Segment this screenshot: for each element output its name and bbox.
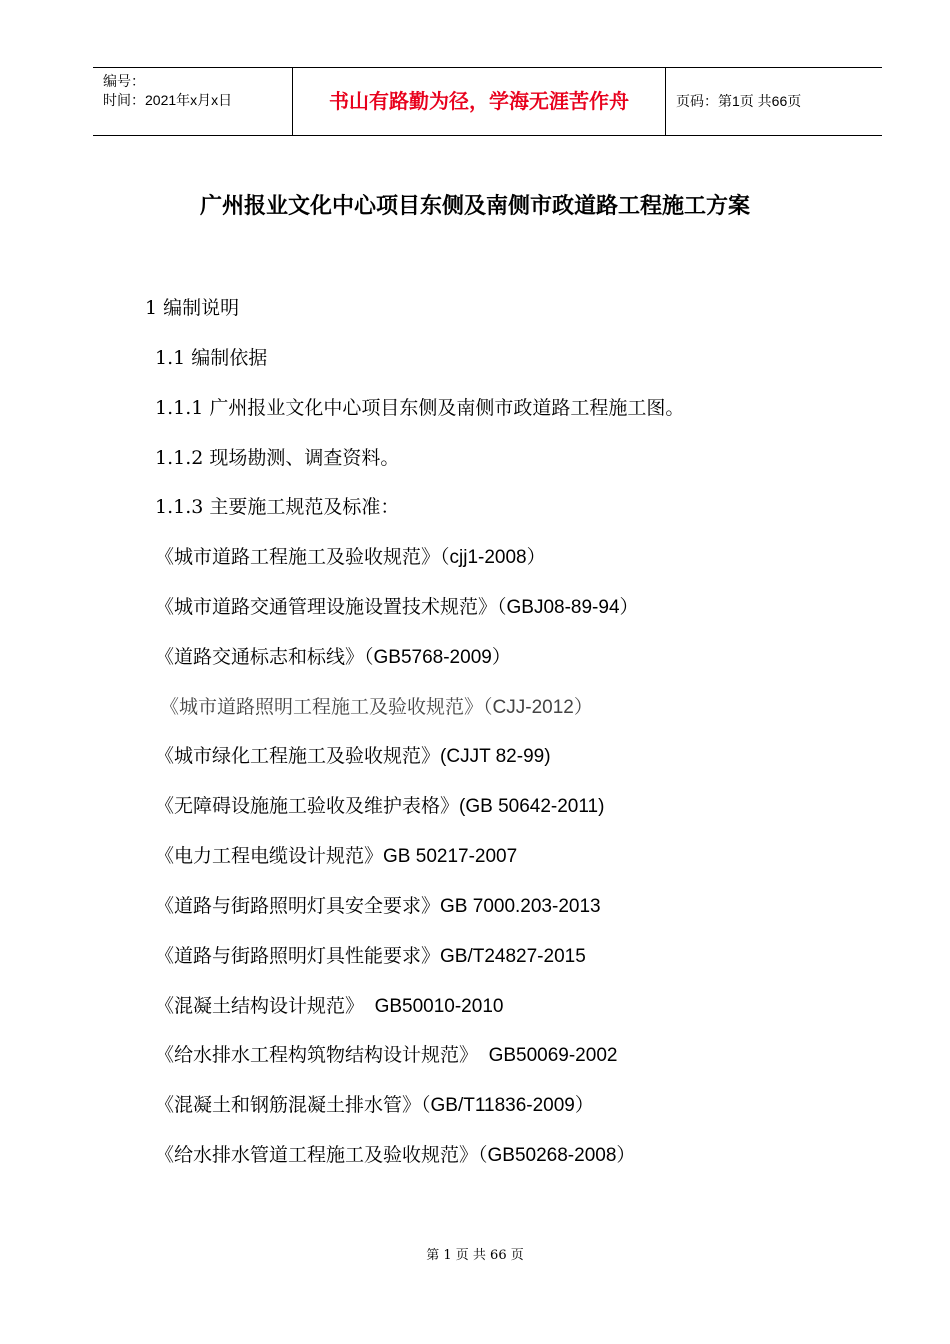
standard-item [155, 544, 546, 571]
section-item-1-1-1: 1.1.1 广州报业文化中心项目东侧及南侧市政道路工程施工图。 [155, 397, 685, 419]
standard-name: 《混凝土和钢筋混凝土排水管》 [155, 1094, 422, 1116]
standard-name: 《电力工程电缆设计规范》 [155, 845, 384, 867]
standard-item [155, 893, 601, 920]
standard-item [155, 1142, 635, 1169]
standard-name: 《给水排水工程构筑物结构设计规范》 [155, 1044, 479, 1066]
standard-code: (CJJT 82-99) [440, 746, 551, 767]
standard-code: （GB5768-2009） [364, 647, 511, 668]
standard-name: 《无障碍设施施工验收及维护表格》 [155, 795, 460, 817]
section-heading-1: 1 编制说明 [145, 297, 240, 319]
standard-item [155, 1092, 594, 1119]
page-footer: 第 1 页 共 66 页 [426, 1248, 524, 1263]
standard-code: （CJJ-2012） [483, 697, 593, 718]
header-page-info: 页码：第1页 共66页 [676, 93, 802, 109]
standard-code: GB 50217-2007 [383, 846, 518, 867]
standard-item [155, 644, 511, 671]
standard-code: （GB50268-2008） [478, 1145, 636, 1166]
standard-code: （cjj1-2008） [440, 547, 546, 568]
standard-item [155, 943, 586, 970]
section-item-1-1-3: 1.1.3 主要施工规范及标准： [155, 496, 400, 518]
standard-item [155, 594, 639, 621]
header-meta [93, 68, 293, 135]
standard-item [155, 1042, 617, 1069]
standard-item [160, 694, 593, 721]
standard-code: GB/T24827-2015 [440, 946, 586, 967]
document-title: 广州报业文化中心项目东侧及南侧市政道路工程施工方案 [199, 194, 750, 219]
section-item-1-1-2: 1.1.2 现场勘测、调查资料。 [155, 447, 400, 469]
standard-code: (GB 50642-2011) [459, 796, 605, 817]
standard-code: （GBJ08-89-94） [497, 597, 639, 618]
standard-item [155, 743, 551, 770]
standard-item [155, 793, 604, 820]
standard-code: GB 7000.203-2013 [440, 896, 601, 917]
standard-name: 《城市绿化工程施工及验收规范》 [155, 745, 441, 767]
standard-name: 《道路交通标志和标线》 [155, 646, 365, 668]
standard-name: 《给水排水管道工程施工及验收规范》 [155, 1144, 479, 1166]
standard-name: 《城市道路交通管理设施设置技术规范》 [155, 596, 498, 618]
standard-code: （GB/T11836-2009） [421, 1095, 594, 1116]
standard-code: GB50010-2010 [364, 996, 504, 1017]
standard-name: 《道路与街路照明灯具性能要求》 [155, 945, 441, 967]
serial-label: 编号： [103, 73, 145, 89]
standard-name: 《道路与街路照明灯具安全要求》 [155, 895, 441, 917]
standard-name: 《混凝土结构设计规范》 [155, 995, 365, 1017]
header-motto: 书山有路勤为径，学海无涯苦作舟 [293, 68, 666, 135]
standard-code: GB50069-2002 [478, 1045, 618, 1066]
standard-name: 《城市道路工程施工及验收规范》 [155, 546, 441, 568]
time-label: 时间：2021年x月x日 [103, 92, 233, 108]
page-header [93, 67, 882, 136]
standard-item [155, 993, 503, 1020]
standard-item [155, 843, 517, 870]
standard-name: 《城市道路照明工程施工及验收规范》 [160, 696, 484, 718]
section-heading-1-1: 1.1 编制依据 [155, 347, 268, 369]
